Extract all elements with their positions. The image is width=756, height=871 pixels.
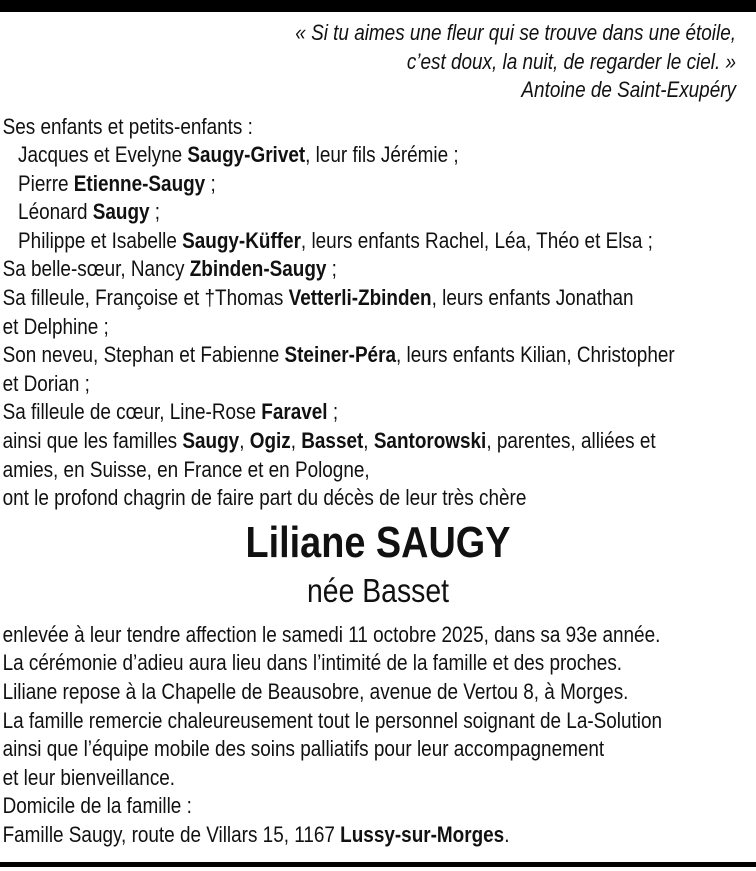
family-list — [0, 113, 756, 513]
body-line: Philippe et Isabelle Saugy-Küffer, leurs enfants Rachel, Léa, Théo et Elsa ; — [18, 227, 653, 253]
quote-lines — [0, 19, 736, 76]
notice-details — [0, 621, 756, 850]
quote-attribution: Antoine de Saint-Exupéry — [521, 77, 736, 102]
body-line: Ses enfants et petits-enfants : — [2, 113, 253, 139]
body-line: La cérémonie d’adieu aura lieu dans l’intimité de la famille et des proches. — [2, 650, 623, 676]
body-line: Jacques et Evelyne Saugy-Grivet, leur fils Jérémie ; — [18, 142, 459, 168]
body-line: amies, en Suisse, en France et en Pologne, — [2, 456, 370, 482]
top-rule — [0, 0, 756, 12]
body-line: et leur bienveillance. — [2, 764, 176, 790]
body-line: ont le profond chagrin de faire part du décès de leur très chère — [2, 485, 527, 511]
body-line: La famille remercie chaleureusement tout le personnel soignant de La-Solution — [2, 707, 663, 733]
body-line: enlevée à leur tendre affection le samedi 11 octobre 2025, dans sa 93e année. — [2, 621, 661, 647]
quote-line: « Si tu aimes une fleur qui se trouve dans une étoile, — [295, 20, 736, 45]
body-line: et Dorian ; — [2, 370, 90, 396]
body-line: Pierre Etienne-Saugy ; — [18, 170, 216, 196]
body-line: Famille Saugy, route de Villars 15, 1167 Lussy-sur-Morges. — [2, 821, 510, 847]
deceased-name: Liliane SAUGY — [245, 517, 511, 567]
epigraph-quote — [0, 12, 756, 105]
bottom-rule — [0, 862, 756, 867]
body-line: Sa filleule, Françoise et †Thomas Vetterli-Zbinden, leurs enfants Jonathan — [2, 285, 634, 311]
body-line: Sa filleule de cœur, Line-Rose Faravel ; — [2, 399, 339, 425]
quote-line: c’est doux, la nuit, de regarder le ciel. » — [406, 48, 736, 74]
body-line: Domicile de la famille : — [2, 793, 192, 819]
body-line: ainsi que les familles Saugy, Ogiz, Basset, Santorowski, parentes, alliées et — [2, 428, 656, 454]
body-line: Léonard Saugy ; — [18, 199, 161, 225]
body-line: ainsi que l’équipe mobile des soins palliatifs pour leur accompagnement — [2, 736, 605, 762]
maiden-name: née Basset — [306, 571, 450, 609]
body-line: Sa belle-sœur, Nancy Zbinden-Saugy ; — [2, 256, 337, 282]
body-line: Liliane repose à la Chapelle de Beausobre, avenue de Vertou 8, à Morges. — [2, 679, 629, 704]
body-line: Son neveu, Stephan et Fabienne Steiner-Péra, leurs enfants Kilian, Christopher — [2, 342, 675, 368]
body-line: et Delphine ; — [2, 313, 109, 339]
